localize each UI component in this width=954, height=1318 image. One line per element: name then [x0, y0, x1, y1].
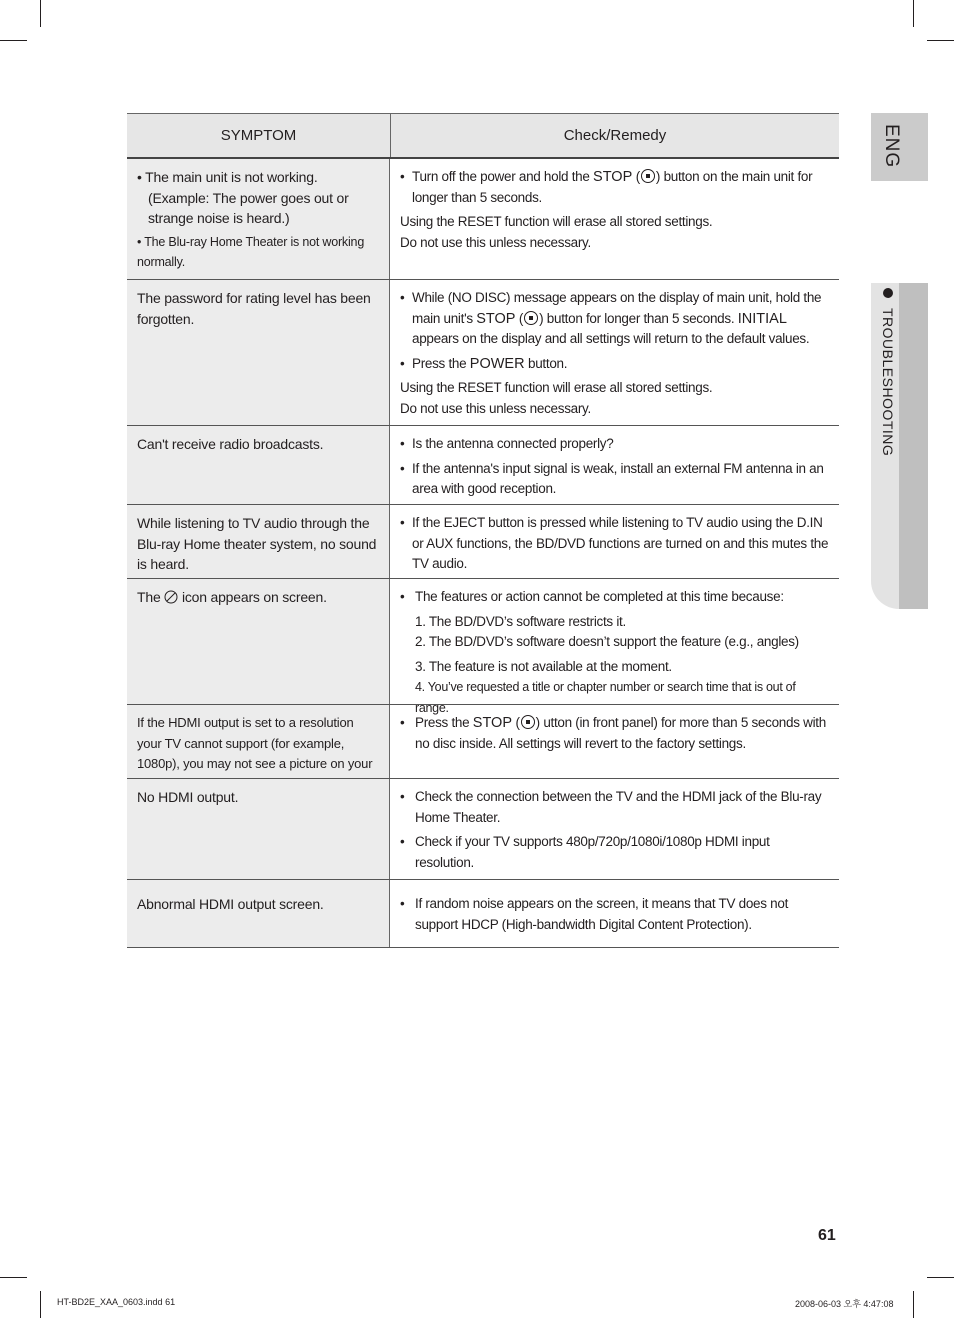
- crop-mark: [913, 1291, 914, 1318]
- list-item: • Turn off the power and hold the STOP ( ) button on the main unit for longer than 5 seconds.: [400, 169, 813, 205]
- remedy-cell: [390, 779, 839, 879]
- symptom-cell: [127, 505, 390, 578]
- remedy-cell: [390, 426, 839, 504]
- list-item: • While (NO DISC) message appears on the display of main unit, hold the main unit's STOP ( ) button for longer than 5 seconds. INITIAL appears on the display and all settings will return to the default values.: [400, 290, 822, 346]
- symptom-text: Abnormal HDMI output screen.: [137, 896, 324, 912]
- symptom-text: If the HDMI output is set to a resolution your TV cannot support (for example, 1080p), you may not see a picture on your: [137, 715, 373, 771]
- remedy-cell: [390, 705, 839, 778]
- initial-label: INITIAL: [737, 310, 787, 327]
- remedy-text: button on the main unit for longer than 5 seconds.: [412, 169, 813, 205]
- numbered-item: 4. You’ve requested a title or chapter number or search time that is out of range.: [415, 680, 796, 715]
- table-row: [127, 426, 839, 505]
- stop-label: STOP: [476, 310, 516, 327]
- remedy-text: Is the antenna connected properly?: [412, 436, 614, 451]
- list-item: • Press the STOP ( ) utton (in front panel) for more than 5 seconds with no disc inside. All settings will revert to the factory settings.: [400, 715, 826, 751]
- remedy-text: Using the RESET function will erase all stored settings.: [400, 380, 713, 395]
- remedy-text: utton (in front panel) for more than 5 seconds with no disc inside. All settings will revert to the factory settings.: [415, 715, 826, 751]
- remedy-text: Turn off the power and hold the: [412, 169, 590, 184]
- list-item: • If the antenna's input signal is weak, install an external FM antenna in an area with good reception.: [400, 459, 831, 500]
- remedy-cell: [390, 159, 839, 279]
- footer-date: 2008-06-03 오후 4:47:08: [795, 1299, 894, 1309]
- numbered-item: 3. The feature is not available at the moment.: [415, 658, 672, 674]
- symptom-header: SYMPTOM: [127, 114, 391, 157]
- symptom-text: While listening to TV audio through the Blu-ray Home theater system, no sound is heard.: [137, 515, 377, 572]
- section-label: [880, 288, 896, 456]
- list-item: • If random noise appears on the screen, it means that TV does not support HDCP (High-bandwidth Digital Content Protection).: [400, 894, 831, 935]
- remedy-text: button.: [528, 355, 568, 371]
- page-number: 61: [818, 1227, 836, 1244]
- list-item: • Check if your TV supports 480p/720p/1080i/1080p HDMI input resolution.: [400, 832, 831, 873]
- crop-mark: [40, 0, 41, 27]
- prohibited-icon: [164, 590, 178, 604]
- stop-icon: [641, 169, 655, 183]
- remedy-cell: [390, 880, 839, 947]
- remedy-text: Check if your TV supports 480p/720p/1080i/1080p HDMI input resolution.: [415, 834, 770, 870]
- numbered-item: 1. The BD/DVD’s software restricts it.: [415, 613, 626, 629]
- table-header: [127, 113, 839, 159]
- table-row: [127, 880, 839, 948]
- section-title: TROUBLESHOOTING: [880, 308, 896, 457]
- language-label: ENG: [881, 124, 902, 169]
- symptom-text: • The Blu-ray Home Theater is not working normally.: [137, 234, 365, 269]
- symptom-text: (Example: The power goes out or strange noise is heard.): [148, 189, 349, 226]
- remedy-text: If the antenna's input signal is weak, install an external FM antenna in an area with good reception.: [412, 460, 824, 496]
- bullet-icon: [883, 288, 893, 298]
- symptom-text: Can't receive radio broadcasts.: [137, 436, 324, 452]
- remedy-text: appears on the display and all settings will return to the default values.: [412, 331, 810, 346]
- stop-icon: [521, 715, 535, 729]
- symptom-text: The password for rating level has been forgotten.: [137, 290, 371, 327]
- crop-mark: [40, 1291, 41, 1318]
- remedy-text: If random noise appears on the screen, it means that TV does not support HDCP (High-bandwidth Digital Content Protection).: [415, 896, 789, 932]
- crop-mark: [0, 40, 27, 41]
- remedy-header: Check/Remedy: [563, 127, 667, 144]
- crop-mark: [927, 1277, 954, 1278]
- symptom-cell: [127, 579, 390, 704]
- symptom-cell: [127, 280, 390, 425]
- remedy-text: button for longer than 5 seconds.: [546, 310, 735, 326]
- remedy-text: Press the: [415, 715, 470, 730]
- symptom-cell: [127, 159, 390, 279]
- remedy-text: The features or action cannot be completed at this time because:: [415, 589, 784, 604]
- table-row: [127, 705, 839, 779]
- remedy-text: Do not use this unless necessary.: [400, 400, 591, 416]
- remedy-cell: [390, 579, 839, 715]
- symptom-text: No HDMI output.: [137, 789, 239, 805]
- list-item: • The features or action cannot be completed at this time because:: [400, 587, 831, 608]
- symptom-cell: [127, 426, 390, 504]
- section-tab-edge: [899, 283, 928, 609]
- stop-label: STOP: [593, 169, 633, 185]
- table-row: [127, 280, 839, 426]
- crop-mark: [913, 0, 914, 27]
- numbered-item: 2. The BD/DVD’s software doesn’t support the feature (e.g., angles): [415, 634, 799, 649]
- symptom-cell: [127, 705, 390, 778]
- list-item: • Press the POWER button.: [400, 355, 568, 372]
- remedy-text: Check the connection between the TV and the HDMI jack of the Blu-ray Home Theater.: [415, 789, 822, 825]
- remedy-text: Using the RESET function will erase all stored settings.: [400, 214, 713, 229]
- table-row: [127, 505, 839, 579]
- stop-icon: [524, 311, 538, 325]
- remedy-cell: [390, 505, 839, 578]
- remedy-text: While (NO DISC) message appears on the display of main unit, hold the main unit's: [412, 290, 822, 326]
- remedy-text: If the EJECT button is pressed while listening to TV audio using the D.IN or AUX functions, the BD/DVD functions are turned on and this mutes the TV audio.: [412, 515, 829, 571]
- troubleshooting-table: [127, 113, 839, 948]
- symptom-cell: [127, 880, 390, 947]
- table-row: [127, 579, 839, 715]
- list-item: • Is the antenna connected properly?: [400, 434, 831, 455]
- symptom-cell: [127, 779, 390, 879]
- stop-label: STOP: [472, 715, 512, 731]
- remedy-cell: [390, 280, 839, 425]
- table-row: [127, 159, 839, 280]
- crop-mark: [927, 40, 954, 41]
- symptom-text: icon appears on screen.: [181, 589, 327, 605]
- remedy-text: Do not use this unless necessary.: [400, 234, 591, 250]
- list-item: • Check the connection between the TV and the HDMI jack of the Blu-ray Home Theater.: [400, 787, 831, 828]
- table-row: [127, 779, 839, 880]
- list-item: • If the EJECT button is pressed while listening to TV audio using the D.IN or AUX functions, the BD/DVD functions are turned on and this mutes the TV audio.: [400, 513, 831, 575]
- remedy-text: Press the: [412, 355, 467, 371]
- crop-mark: [0, 1277, 27, 1278]
- symptom-text: The: [137, 589, 161, 605]
- symptom-text: • The main unit is not working.: [137, 169, 318, 185]
- footer-file: HT-BD2E_XAA_0603.indd 61: [57, 1297, 176, 1307]
- power-label: POWER: [469, 355, 525, 372]
